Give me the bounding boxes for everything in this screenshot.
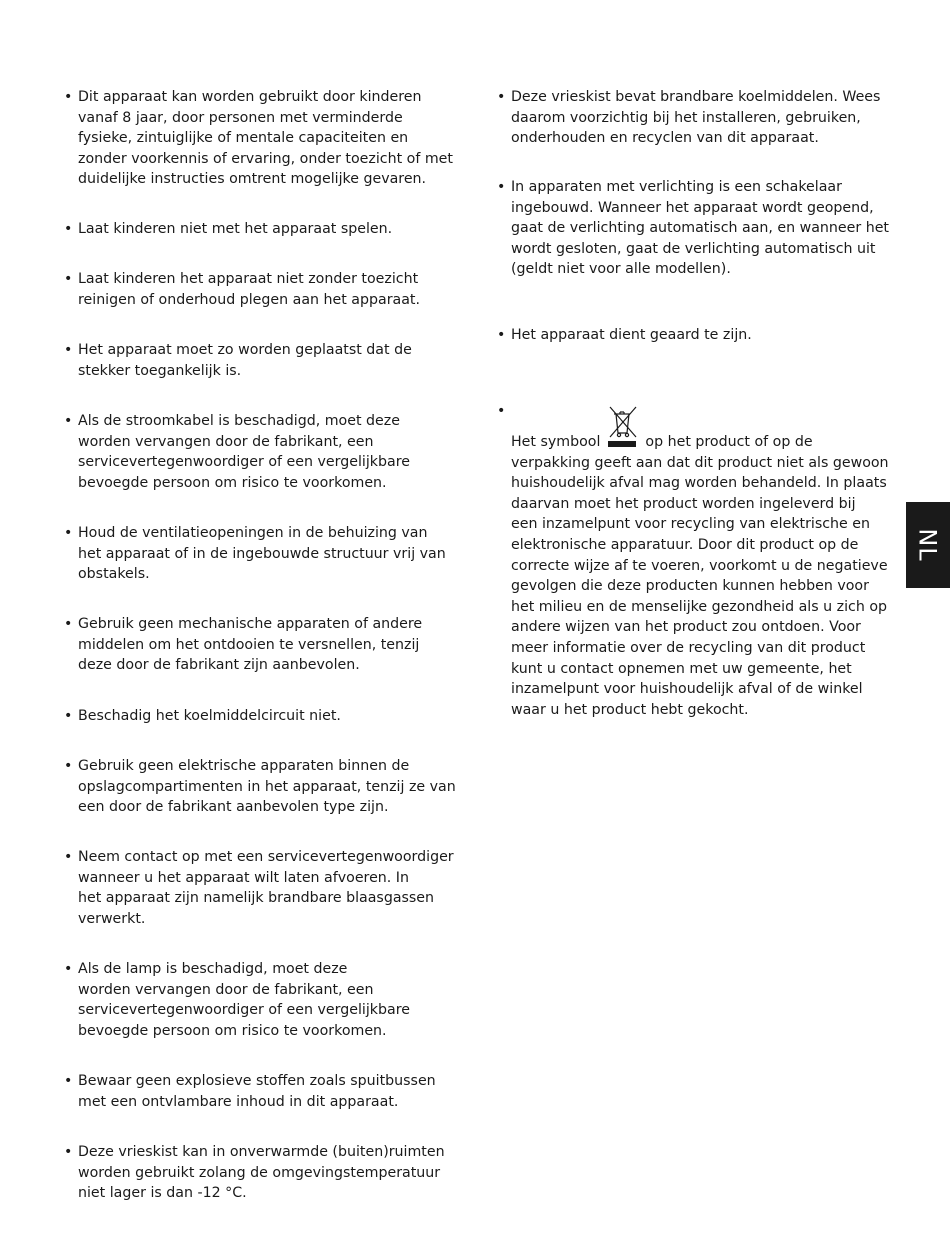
safety-item-temperature: • Deze vrieskist kan in onverwarmde (buiten)ruimten worden gebruikt zolang de omgevingstemperatuur niet lager is dan -12 °C. <box>64 1142 464 1204</box>
safety-item-lamp: • Als de lamp is beschadigd, moet deze worden vervangen door de fabrikant, een servicevertegenwoordiger of een vergelijkbare bevoegde persoon om risico te voorkomen. <box>64 959 464 1041</box>
safety-item-power-cable: • Als de stroomkabel is beschadigd, moet deze worden vervangen door de fabrikant, een servicevertegenwoordiger of een vergelijkbare bevoegde persoon om risico te voorkomen. <box>64 411 464 493</box>
safety-item-children-supervision: • Dit apparaat kan worden gebruikt door kinderen vanaf 8 jaar, door personen met verminderde fysieke, zintuiglijke of mentale capaciteiten en zonder voorkennis of ervaring, onder toezicht of met duidelijke instructies omtrent mogelijke gevaren. <box>64 87 464 190</box>
safety-item-cleaning-supervision: • Laat kinderen het apparaat niet zonder toezicht reinigen of onderhoud plegen aan het apparaat. <box>64 269 464 310</box>
safety-item-disposal: • Neem contact op met een servicevertegenwoordiger wanneer u het apparaat wilt laten afvoeren. In het apparaat zijn namelijk brandbare blaasgassen verwerkt. <box>64 847 464 929</box>
safety-item-defrosting: • Gebruik geen mechanische apparaten of andere middelen om het ontdooien te versnellen, tenzij deze door de fabrikant zijn aanbevolen. <box>64 614 464 676</box>
weee-text-after: op het product of op de verpakking geeft aan dat dit product niet als gewoon huishoudelijk afval mag worden behandeld. In plaats daarvan moet het product worden ingeleverd bij een inzamelpunt voor recycling van elektrische en elektronische apparatuur. Door dit product op de correcte wijze af te voeren, voorkomt u de negatieve gevolgen die deze producten kunnen hebben voor het milieu en de menselijke gezondheid als u zich op andere wijzen van het product zou ontdoen. Voor meer informatie over de recycling van dit product kunt u contact opnemen met uw gemeente, het inzamelpunt voor huishoudelijk afval of de winkel waar u het product hebt gekocht. <box>511 434 889 718</box>
safety-item-electrical-devices: • Gebruik geen elektrische apparaten binnen de opslagcompartimenten in het apparaat, tenzij ze van een door de fabrikant aanbevolen type zijn. <box>64 756 464 818</box>
language-tab-label: NL <box>913 528 942 562</box>
safety-item-weee <box>497 401 897 720</box>
safety-item-plug-access: • Het apparaat moet zo worden geplaatst dat de stekker toegankelijk is. <box>64 340 464 381</box>
safety-item-no-playing: • Laat kinderen niet met het apparaat spelen. <box>64 219 464 240</box>
safety-item-explosives: • Bewaar geen explosieve stoffen zoals spuitbussen met een ontvlambare inhoud in dit apparaat. <box>64 1071 464 1112</box>
safety-item-ventilation: • Houd de ventilatieopeningen in de behuizing van het apparaat of in de ingebouwde structuur vrij van obstakels. <box>64 523 464 585</box>
safety-item-lighting-switch: • In apparaten met verlichting is een schakelaar ingebouwd. Wanneer het apparaat wordt geopend, gaat de verlichting automatisch aan, en wanneer het wordt gesloten, gaat de verlichting automatisch uit (geldt niet voor alle modellen). <box>497 177 897 280</box>
safety-item-refrigerant-circuit: • Beschadig het koelmiddelcircuit niet. <box>64 706 464 727</box>
language-tab <box>906 502 950 588</box>
crossed-out-wheelie-bin-icon <box>607 401 639 449</box>
safety-item-grounding: • Het apparaat dient geaard te zijn. <box>497 325 897 346</box>
weee-text-before: Het symbool <box>511 434 601 450</box>
safety-item-flammable-refrigerant: • Deze vrieskist bevat brandbare koelmiddelen. Wees daarom voorzichtig bij het installeren, gebruiken, onderhouden en recyclen van dit apparaat. <box>497 87 897 149</box>
